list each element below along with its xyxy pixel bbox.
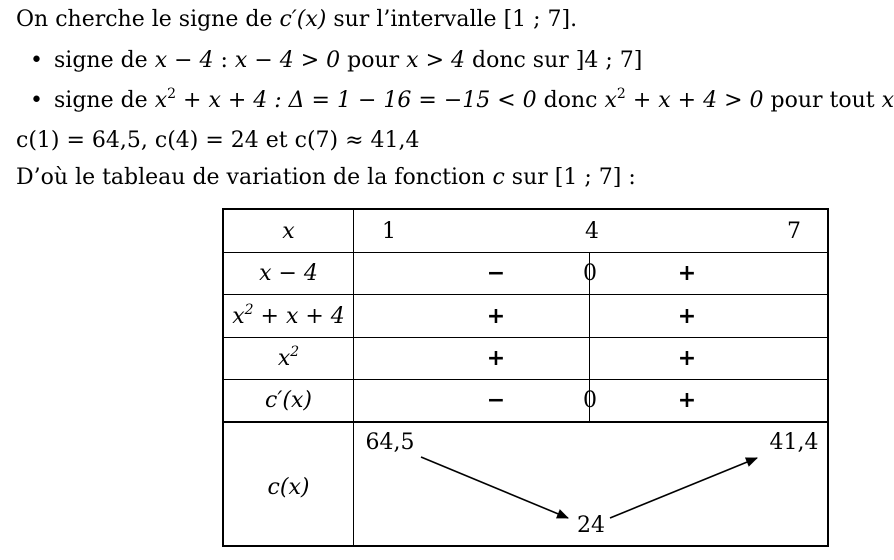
bullet-2-base-2: x: [604, 88, 617, 113]
bullet-line-1: [30, 47, 642, 75]
conclusion-sur: sur: [504, 165, 555, 190]
bullet-1-cond: x > 4: [406, 48, 465, 73]
row-label-function: c(x): [267, 475, 310, 500]
bullet-2-base: x: [154, 88, 168, 113]
value-end: 41,4: [769, 430, 819, 455]
variation-table: [222, 208, 829, 547]
header-label: x: [282, 219, 295, 244]
intro-interval: [1 ; 7].: [503, 7, 578, 32]
bullet-1-expr: x − 4: [154, 48, 214, 73]
row-label-rest: + x + 4: [253, 304, 345, 329]
bullet-2-var: x: [881, 88, 894, 113]
variation-arrows: [224, 210, 827, 545]
row-label-exp: 2: [244, 302, 254, 318]
sign-plus: +: [486, 346, 506, 371]
x-value-1: 1: [382, 219, 396, 244]
conclusion-line: [16, 164, 636, 192]
bullet-1-donc: donc sur: [465, 48, 576, 73]
bullet-icon: •: [30, 48, 43, 73]
sign-plus: +: [677, 261, 697, 286]
value-start: 64,5: [365, 430, 415, 455]
arrow-increasing: [610, 458, 757, 518]
bullet-icon: •: [30, 88, 43, 113]
intro-text-2: sur l’intervalle: [326, 7, 504, 32]
row-label-exp: 2: [290, 344, 300, 360]
sign-plus: +: [677, 388, 697, 413]
row-label-x-minus-4: x − 4: [259, 261, 318, 286]
x-value-7: 7: [787, 219, 801, 244]
intro-function: c′(x): [279, 7, 327, 32]
intro-line: [16, 6, 577, 34]
conclusion-function: c: [492, 165, 505, 190]
row-label-base: x: [232, 304, 245, 329]
bullet-1-pour: pour: [340, 48, 407, 73]
bullet-2-exp-2: 2: [616, 86, 626, 102]
conclusion-interval: [1 ; 7] :: [554, 165, 636, 190]
zero-mark: 0: [583, 261, 597, 286]
bullet-2-text: signe de: [54, 88, 155, 113]
x-value-4: 4: [585, 219, 599, 244]
bullet-2-exp: 2: [167, 86, 177, 102]
bullet-1-interval: ]4 ; 7]: [575, 48, 643, 73]
zero-mark: 0: [583, 388, 597, 413]
conclusion-text: D’où le tableau de variation de la fonction: [16, 165, 493, 190]
row-label-base: x: [277, 346, 291, 371]
row-label-derivative: c′(x): [265, 388, 312, 413]
bullet-1-sep: :: [213, 48, 235, 73]
sign-minus: −: [486, 388, 506, 413]
arrow-decreasing: [421, 457, 568, 518]
sign-plus: +: [677, 346, 697, 371]
sign-plus: +: [486, 304, 506, 329]
sign-plus: +: [677, 304, 697, 329]
sign-minus: −: [486, 261, 506, 286]
bullet-1-text: signe de: [54, 48, 155, 73]
value-minimum: 24: [577, 513, 605, 538]
bullet-2-donc: donc: [536, 88, 605, 113]
bullet-line-2: [30, 87, 894, 115]
bullet-2-expr: + x + 4 : Δ = 1 − 16 = −15 < 0: [176, 88, 537, 113]
bullet-1-ineq: x − 4 > 0: [234, 48, 341, 73]
values-line: c(1) = 64,5, c(4) = 24 et c(7) ≈ 41,4: [16, 128, 420, 153]
bullet-2-expr-2: + x + 4 > 0: [625, 88, 764, 113]
bullet-2-pour-tout: pour tout: [763, 88, 882, 113]
intro-text: On cherche le signe de: [16, 7, 280, 32]
